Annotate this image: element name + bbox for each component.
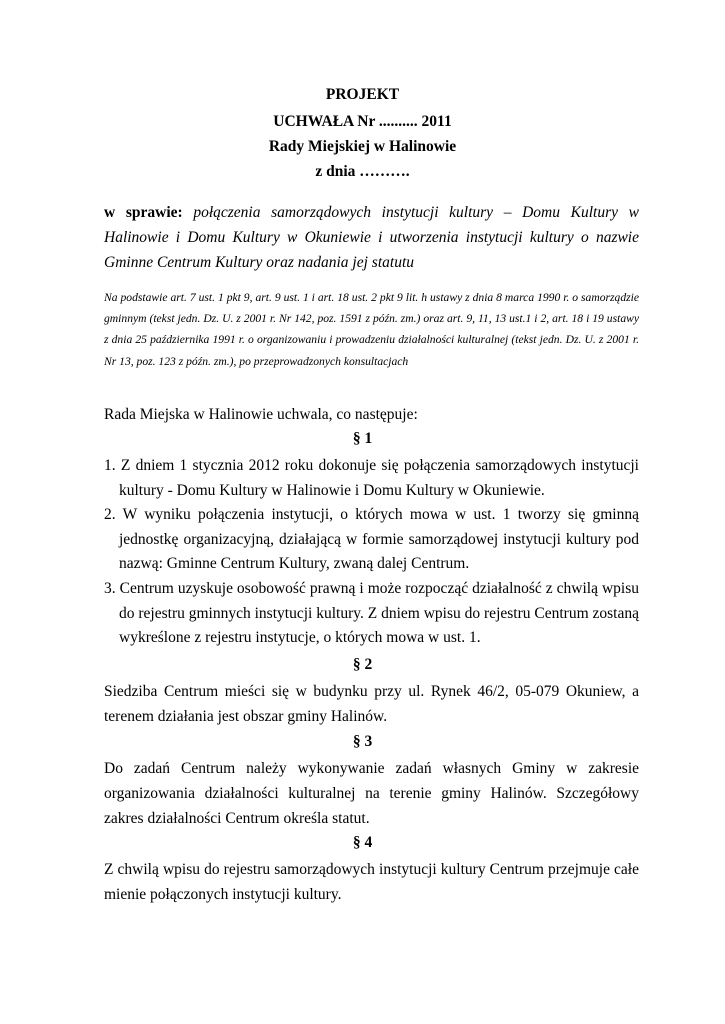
section-4-text: Z chwilą wpisu do rejestru samorządowych instytucji kultury Centrum przejmuje całe mienie połączonych instytucji kultury. — [104, 861, 639, 903]
section-2-title: § 2 — [352, 656, 373, 673]
resolution-intro: Rada Miejska w Halinowie uchwala, co następuje: — [104, 406, 418, 423]
section-1-title: § 1 — [352, 430, 373, 447]
resolution-number: UCHWAŁA Nr .......... 2011 — [273, 113, 452, 130]
legal-basis: Na podstawie art. 7 ust. 1 pkt 9, art. 9 ust. 1 i art. 18 ust. 2 pkt 9 lit. h ustawy z dnia 8 marca 1990 r. o samorządzie gminnym (tekst jedn. Dz. U. z 2001 r. Nr 142, poz. 1591 z późn. zm.) oraz art. 9, 11, 13 ust.1 i 2, art. 18 i 19 ustawy z dnia 25 października 1991 r. o organizowaniu i prowadzeniu działalności kulturalnej (tekst jedn. Dz. U. z 2001 r. Nr 13, poz. 123 z późn. zm.), po przeprowadzonych konsultacjach — [104, 291, 639, 368]
council-name: Rady Miejskiej w Halinowie — [268, 138, 457, 155]
section-3-title: § 3 — [352, 733, 373, 750]
subject-paragraph — [104, 200, 639, 275]
subject-label: w sprawie: — [104, 204, 183, 221]
section-1-item: 2. W wyniku połączenia instytucji, o których mowa w ust. 1 tworzy się gminną jednostkę organizacyjną, działającą w formie samorządowej instytucji kultury pod nazwą: Gminne Centrum Kultury, zwaną dalej Centrum. — [104, 506, 639, 572]
section-2-text: Siedziba Centrum mieści się w budynku przy ul. Rynek 46/2, 05-079 Okuniew, a terenem działania jest obszar gminy Halinów. — [104, 683, 639, 725]
section-1-item: 1. Z dniem 1 stycznia 2012 roku dokonuje się połączenia samorządowych instytucji kultury - Domu Kultury w Halinowie i Domu Kultury w Okuniewie. — [104, 457, 639, 499]
subject-text: połączenia samorządowych instytucji kultury – Domu Kultury w Halinowie i Domu Kultury w Okuniewie i utworzenia instytucji kultury o nazwie Gminne Centrum Kultury oraz nadania jej statutu — [104, 204, 639, 271]
resolution-date: z dnia ………. — [315, 163, 410, 180]
section-3-text: Do zadań Centrum należy wykonywanie zadań własnych Gminy w zakresie organizowania działalności kulturalnej na terenie gminy Halinów. Szczegółowy zakres działalności Centrum określa statut. — [104, 760, 639, 827]
section-4-title: § 4 — [352, 834, 373, 851]
section-1-item: 3. Centrum uzyskuje osobowość prawną i może rozpocząć działalność z chwilą wpisu do rejestru gminnych instytucji kultury. Z dniem wpisu do rejestru Centrum zostaną wykreślone z rejestru instytucje, o których mowa w ust. 1. — [104, 580, 639, 646]
document-status: PROJEKT — [325, 86, 400, 103]
